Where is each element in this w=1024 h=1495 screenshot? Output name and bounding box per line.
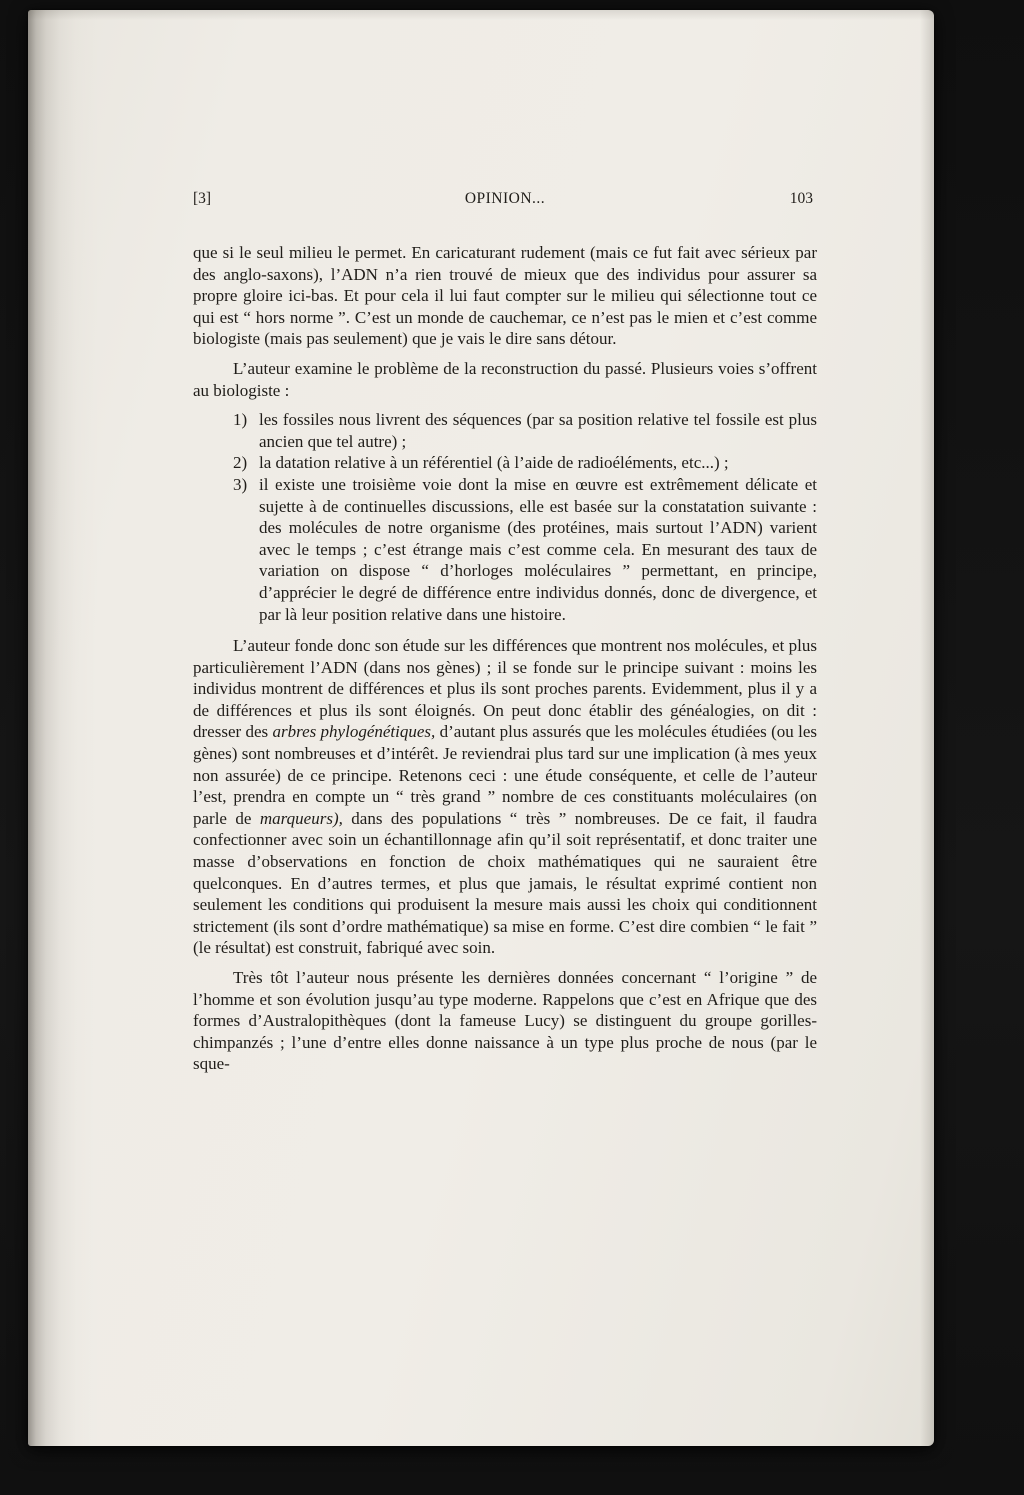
list-item bbox=[193, 409, 817, 452]
paragraph-continuation bbox=[193, 242, 817, 350]
page-content bbox=[193, 190, 817, 1083]
italic-term: marqueurs), bbox=[259, 808, 343, 828]
book-page bbox=[28, 10, 934, 1446]
list-item-number: 2) bbox=[233, 453, 248, 473]
paragraph bbox=[193, 358, 817, 401]
section-marker: [3] bbox=[193, 190, 212, 207]
page-top-edge-shade bbox=[28, 10, 934, 20]
running-title: OPINION... bbox=[464, 190, 546, 207]
paragraph bbox=[193, 967, 817, 1075]
list-item-number: 1) bbox=[233, 410, 248, 430]
running-header bbox=[193, 190, 817, 212]
list-item bbox=[193, 474, 817, 625]
list-item-text: il existe une troisième voie dont la mise en œuvre est extrêmement délicate et sujette à de continuelles discussions, elle est basée sur la constatation suivante : des molécules de notre organisme (des protéines, mais surtout l’ADN) varient avec le temps ; c’est étrange mais c’est comme cela. En mesurant des taux de variation on dispose “ d’horloges moléculaires ” permettant, en principe, d’apprécier le degré de différence entre individus donnés, donc de divergence, et par là leur position relative dans une histoire. bbox=[259, 474, 817, 624]
book-spine-shadow bbox=[28, 10, 98, 1446]
body-text bbox=[193, 242, 817, 1075]
paragraph-text: L’auteur fonde donc son étude sur les différences que montrent nos molécules, et plus particulièrement l’ADN (dans nos gènes) ; il se fonde sur le principe suivant : moins les individus montrent de différences et plus ils sont proches parents. Evidemment, plus il y a de différences et plus ils sont éloignés. On peut donc établir des généalogies, on dit : dresser des bbox=[193, 636, 817, 742]
numbered-list bbox=[193, 409, 817, 625]
italic-term: arbres phylogénétiques, bbox=[272, 722, 436, 742]
paragraph-text: Très tôt l’auteur nous présente les dernières données concernant “ l’origine ” de l’homme et son évolution jusqu’au type moderne. Rappelons que c’est en Afrique que des formes d’Australopithèques (dont la fameuse Lucy) se distinguent du groupe gorilles-chimpanzés ; l’une d’entre elles donne naissance à un type plus proche de nous (par le sque- bbox=[193, 968, 817, 1074]
paragraph-text: d’autant plus assurés que les molécules étudiées (ou les gènes) sont nombreuses et d’intérêt. Je reviendrai plus tard sur une implication (à mes yeux non assurée) de ce principe. Retenons ceci : une étude conséquente, et celle de l’auteur l’est, prendra en compte un “ très grand ” nombre de ces constituants moléculaires (on parle de bbox=[193, 722, 817, 828]
list-item-text: la datation relative à un référentiel (à l’aide de radioéléments, etc...) ; bbox=[259, 453, 729, 473]
list-item bbox=[193, 452, 817, 474]
paragraph-text: dans des populations “ très ” nombreuses. De ce fait, il faudra confectionner avec soin un échantillonnage afin qu’il soit représentatif, et donc traiter une masse d’observations en fonction de choix mathématiques qui ne sauraient être quelconques. En d’autres termes, et plus que jamais, le résultat exprimé contient non seulement les conditions qui produisent la mesure mais aussi les choix qui conditionnent strictement (ils sont d’ordre mathématique) sa mise en forme. C’est dire combien “ le fait ” (le résultat) est construit, fabriqué avec soin. bbox=[193, 808, 818, 958]
paragraph bbox=[193, 635, 817, 959]
list-item-number: 3) bbox=[233, 474, 248, 494]
page-right-edge-shade bbox=[920, 10, 934, 1446]
list-item-text: les fossiles nous livrent des séquences (par sa position relative tel fossile est plus ancien que tel autre) ; bbox=[259, 410, 817, 451]
paragraph-text: que si le seul milieu le permet. En caricaturant rudement (mais ce fut fait avec sérieux par des anglo-saxons), l’ADN n’a rien trouvé de mieux que des individus pour assurer sa propre gloire ici-bas. Et pour cela il lui faut compter sur le milieu qui sélectionne tout ce qui est “ hors norme ”. C’est un monde de cauchemar, ce n’est pas le mien et c’est comme biologiste (mais pas seulement) que je vais le dire sans détour. bbox=[193, 243, 817, 349]
page-number: 103 bbox=[789, 190, 813, 207]
paragraph-text: L’auteur examine le problème de la reconstruction du passé. Plusieurs voies s’offrent au biologiste : bbox=[193, 358, 817, 400]
